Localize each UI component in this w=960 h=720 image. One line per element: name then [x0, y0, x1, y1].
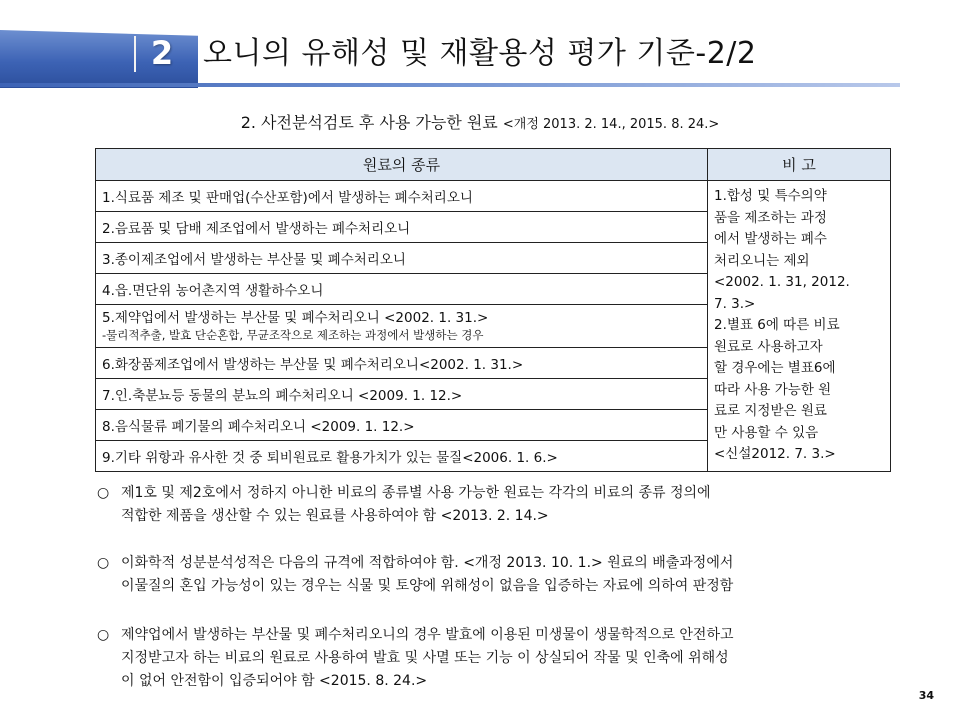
- subtitle-text: 2. 사전분석검토 후 사용 가능한 원료: [240, 113, 498, 132]
- paragraph-line: 이화학적 성분분석성적은 다음의 규격에 적합하여야 함. <개정 2013. 10. 1.> 원료의 배출과정에서: [121, 555, 734, 571]
- note-line: 따라 사용 가능한 원: [714, 381, 832, 398]
- note-line: 품을 제조하는 과정: [714, 209, 827, 226]
- header-divider: [134, 36, 136, 72]
- column-header-material: 원료의 종류: [96, 149, 708, 181]
- material-cell: 8.음식물류 폐기물의 폐수처리오니 <2009. 1. 12.>: [96, 410, 708, 441]
- paragraph-1: [97, 482, 927, 528]
- note-line: <신설2012. 7. 3.>: [714, 446, 836, 463]
- paragraph-line: 적합한 제품을 생산할 수 있는 원료를 사용하여야 함 <2013. 2. 14.>: [121, 508, 549, 524]
- section-number: 2: [150, 34, 174, 72]
- paragraph-line: 제약업에서 발생하는 부산물 및 폐수처리오니의 경우 발효에 이용된 미생물이 생물학적으로 안전하고: [121, 627, 734, 643]
- note-line: 7. 3.>: [714, 295, 756, 312]
- note-line: 원료로 사용하고자: [714, 338, 823, 355]
- materials-table: [95, 148, 891, 472]
- material-cell: [96, 305, 708, 348]
- circle-bullet-icon: ○: [97, 627, 110, 643]
- paragraph-line: 지정받고자 하는 비료의 원료로 사용하여 발효 및 사멸 또는 기능 이 상실되어 작물 및 인축에 위해성: [121, 650, 729, 666]
- material-cell: 4.읍.면단위 농어촌지역 생활하수오니: [96, 274, 708, 305]
- note-line: 료로 지정받은 원료: [714, 403, 827, 420]
- note-line: <2002. 1. 31, 2012.: [714, 274, 850, 291]
- circle-bullet-icon: ○: [97, 555, 110, 571]
- column-header-note: 비 고: [708, 149, 891, 181]
- paragraph-3: [97, 624, 927, 693]
- material-subnote: -물리적추출, 발효 단순혼합, 무균조작으로 제조하는 과정에서 발생하는 경우: [102, 328, 484, 342]
- material-cell: 2.음료품 및 담배 제조업에서 발생하는 폐수처리오니: [96, 212, 708, 243]
- page-number: 34: [918, 689, 934, 702]
- note-line: 에서 발생하는 폐수: [714, 231, 827, 248]
- material-cell: 7.인.축분뇨등 동물의 분뇨의 폐수처리오니 <2009. 1. 12.>: [96, 379, 708, 410]
- paragraph-line: 이물질의 혼입 가능성이 있는 경우는 식물 및 토양에 위해성이 없음을 입증하는 자료에 의하여 판정함: [121, 578, 734, 594]
- section-subtitle: [0, 110, 960, 133]
- note-line: 만 사용할 수 있음: [714, 424, 819, 441]
- material-cell: 3.종이제조업에서 발생하는 부산물 및 폐수처리오니: [96, 243, 708, 274]
- note-line: 1.합성 및 특수의약: [714, 188, 827, 205]
- header-underline: [0, 83, 900, 87]
- subtitle-revision: <개정 2013. 2. 14., 2015. 8. 24.>: [502, 117, 720, 132]
- note-cell: [708, 181, 891, 472]
- paragraph-line: 이 없어 안전함이 입증되어야 함 <2015. 8. 24.>: [121, 673, 428, 689]
- material-cell: 1.식료품 제조 및 판매업(수산포함)에서 발생하는 폐수처리오니: [96, 181, 708, 212]
- slide-header: [0, 0, 960, 100]
- paragraph-2: [97, 552, 927, 598]
- note-line: 2.별표 6에 따른 비료: [714, 317, 840, 334]
- table-row: [96, 181, 891, 212]
- material-text: 5.제약업에서 발생하는 부산물 및 폐수처리오니 <2002. 1. 31.>: [102, 310, 489, 326]
- note-line: 할 경우에는 별표6에: [714, 360, 836, 377]
- table-header-row: [96, 149, 891, 181]
- page-title: 오니의 유해성 및 재활용성 평가 기준-2/2: [203, 36, 757, 71]
- note-line: 처리오니는 제외: [714, 252, 810, 269]
- material-cell: 6.화장품제조업에서 발생하는 부산물 및 폐수처리오니<2002. 1. 31.>: [96, 348, 708, 379]
- material-cell: 9.기타 위항과 유사한 것 중 퇴비원료로 활용가치가 있는 물질<2006. 1. 6.>: [96, 441, 708, 472]
- paragraph-line: 제1호 및 제2호에서 정하지 아니한 비료의 종류별 사용 가능한 원료는 각각의 비료의 종류 정의에: [121, 485, 711, 501]
- circle-bullet-icon: ○: [97, 485, 110, 501]
